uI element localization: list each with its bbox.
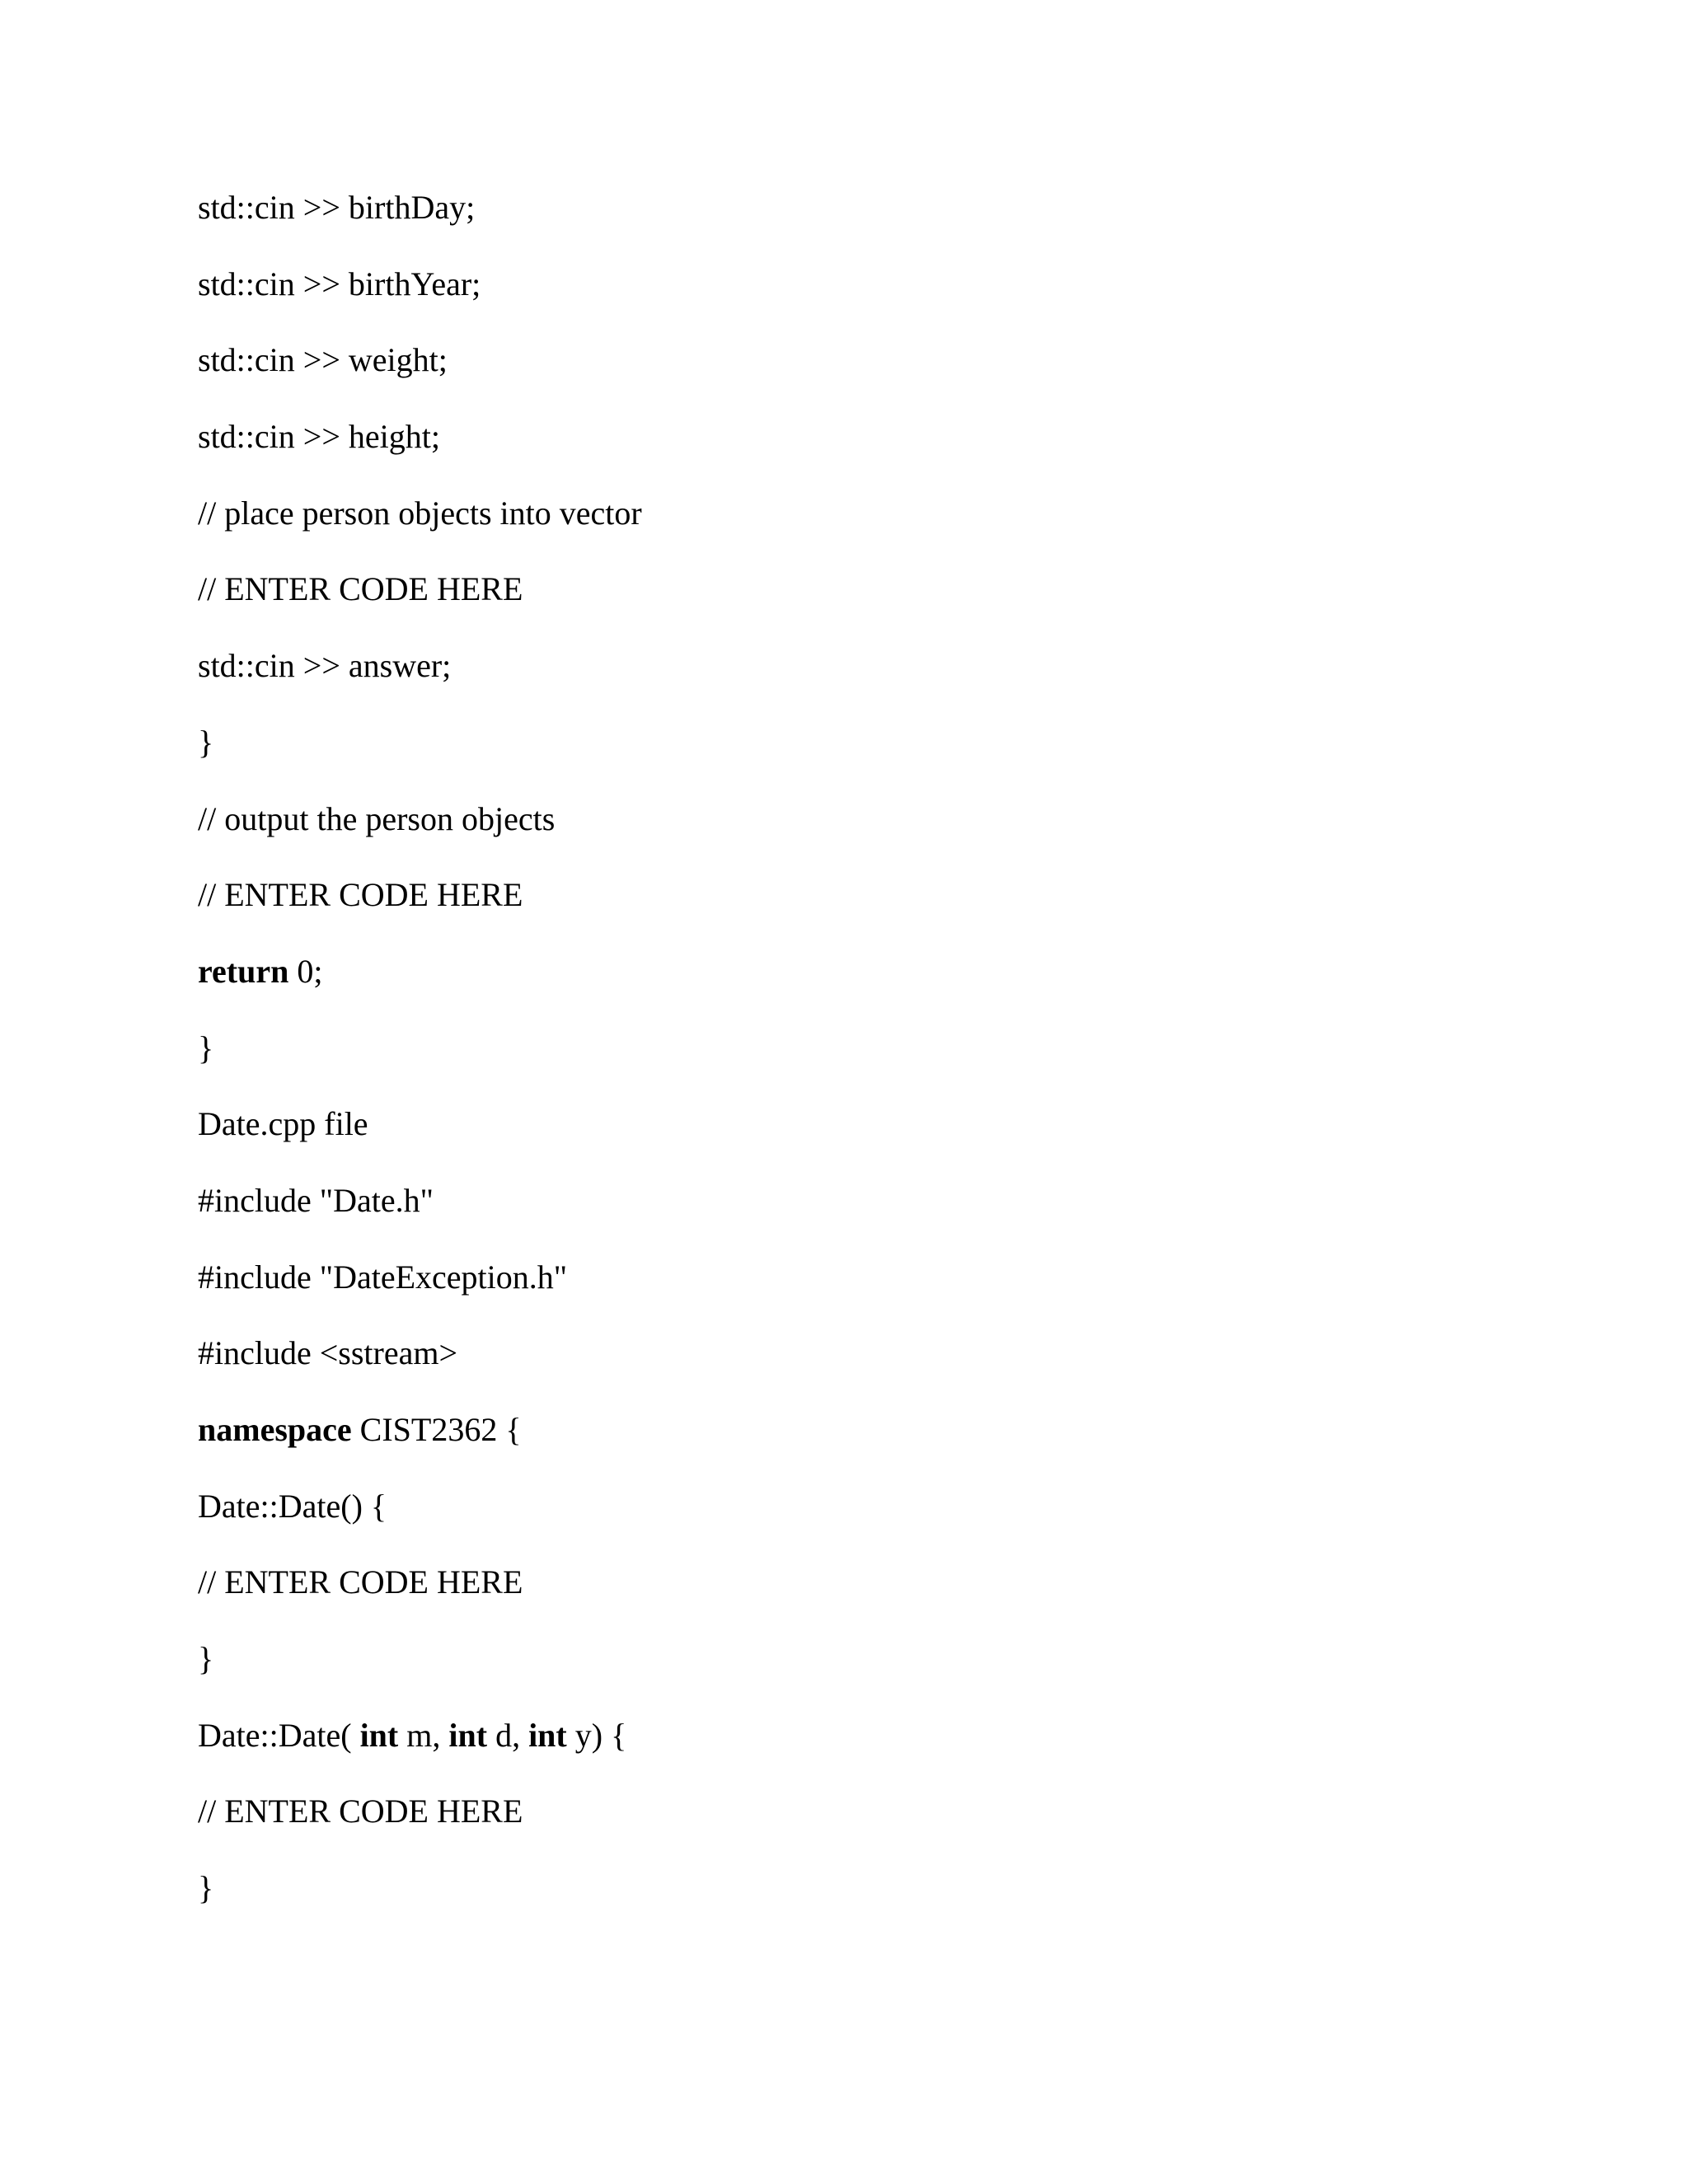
code-text: // ENTER CODE HERE (198, 1793, 523, 1830)
code-text: } (198, 723, 214, 761)
code-text: 0; (288, 952, 323, 990)
code-line (198, 649, 642, 726)
code-text: std::cin >> answer; (198, 647, 452, 685)
code-text: Date::Date() { (198, 1487, 387, 1525)
code-line (198, 1105, 642, 1184)
code-line (198, 1258, 642, 1338)
code-text: y) { (566, 1716, 627, 1754)
code-line (198, 570, 642, 649)
code-text: // ENTER CODE HERE (198, 570, 523, 608)
code-line (198, 1487, 642, 1567)
code-text: d, (487, 1716, 529, 1754)
code-line (198, 191, 642, 268)
code-text: #include <sstream> (198, 1334, 458, 1372)
code-text: std::cin >> birthDay; (198, 189, 476, 226)
code-line (198, 1869, 642, 1948)
code-text: } (198, 1640, 214, 1678)
keyword: namespace (198, 1411, 352, 1448)
code-text: #include "Date.h" (198, 1181, 434, 1219)
code-line (198, 1181, 642, 1261)
keyword: int (448, 1716, 488, 1754)
code-text: Date.cpp file (198, 1105, 368, 1143)
code-text: m, (398, 1716, 449, 1754)
code-text: // output the person objects (198, 799, 556, 837)
code-line (198, 876, 642, 955)
code-text: // ENTER CODE HERE (198, 876, 523, 914)
code-line (198, 341, 642, 420)
code-line (198, 952, 642, 1032)
code-listing (198, 191, 642, 1948)
keyword: return (198, 952, 289, 990)
code-text: std::cin >> height; (198, 418, 440, 456)
code-line (198, 1795, 642, 1872)
code-text: } (198, 1029, 214, 1066)
code-text: std::cin >> weight; (198, 341, 448, 379)
code-text: Date::Date( (198, 1716, 360, 1754)
code-text: } (198, 1869, 214, 1907)
code-text: CIST2362 { (351, 1411, 522, 1448)
code-line (198, 723, 642, 803)
code-line (198, 1563, 642, 1643)
code-line (198, 1716, 642, 1796)
keyword: int (528, 1716, 567, 1754)
code-line (198, 1640, 642, 1719)
code-text: // ENTER CODE HERE (198, 1563, 523, 1601)
code-line (198, 494, 642, 574)
code-line (198, 265, 642, 344)
keyword: int (359, 1716, 399, 1754)
code-line (198, 1413, 642, 1490)
code-line (198, 1334, 642, 1413)
code-line (198, 799, 642, 879)
code-text: std::cin >> birthYear; (198, 265, 481, 302)
code-line (198, 420, 642, 497)
code-text: // place person objects into vector (198, 494, 642, 532)
code-text: #include "DateException.h" (198, 1258, 568, 1296)
code-line (198, 1029, 642, 1108)
